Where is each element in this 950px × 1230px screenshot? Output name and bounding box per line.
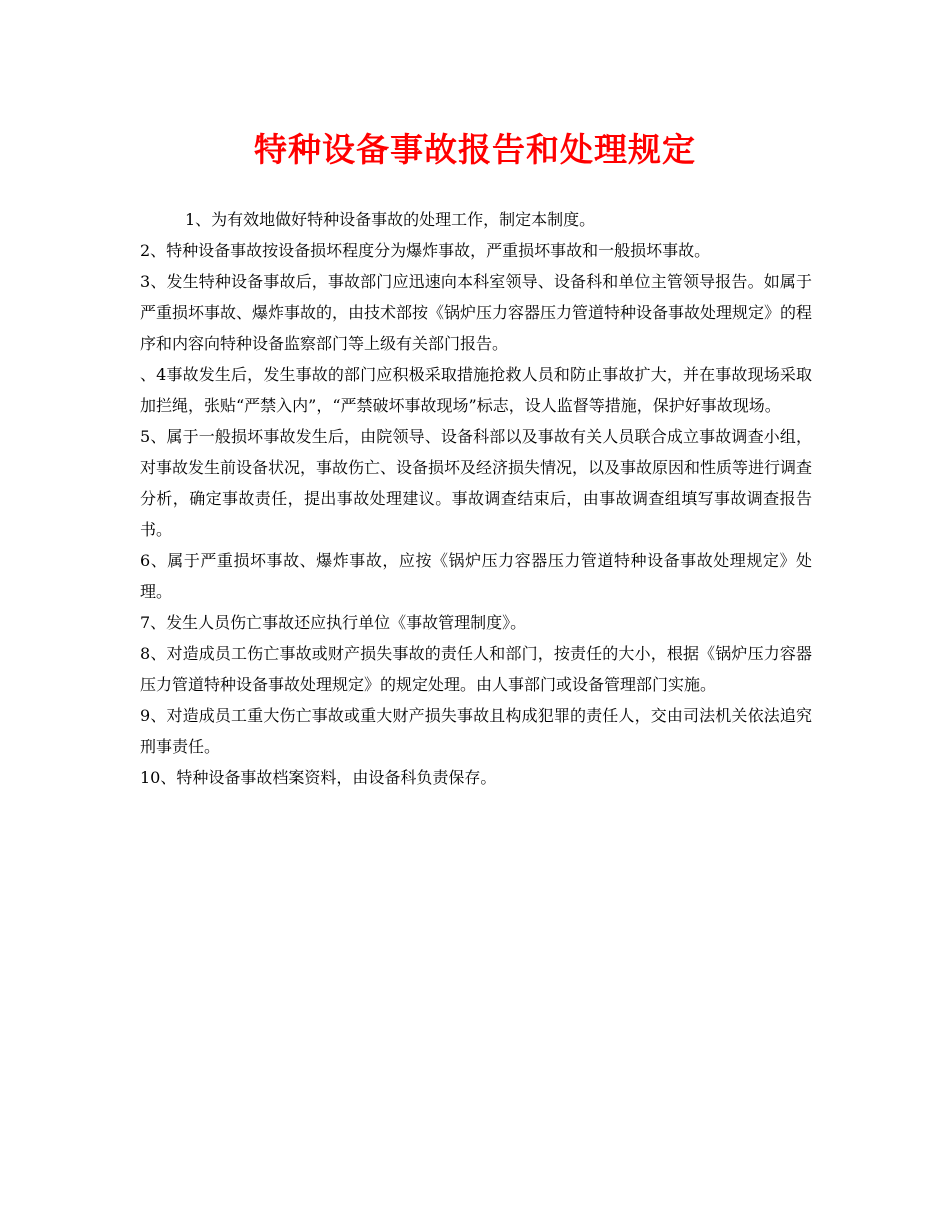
paragraph-4: 、4事故发生后，发生事故的部门应积极采取措施抢救人员和防止事故扩大，并在事故现场采取加拦绳，张贴“严禁入内”，“严禁破坏事故现场”标志，设人监督等措施，保护好事故现场。 <box>140 365 812 415</box>
document-title: 特种设备事故报告和处理规定 <box>254 130 696 169</box>
paragraph-3: 3、发生特种设备事故后，事故部门应迅速向本科室领导、设备科和单位主管领导报告。如属于严重损坏事故、爆炸事故的，由技术部按《锅炉压力容器压力管道特种设备事故处理规定》的程序和内容向特种设备监察部门等上级有关部门报告。 <box>140 272 813 353</box>
paragraph-9: 9、对造成员工重大伤亡事故或重大财产损失事故且构成犯罪的责任人，交由司法机关依法追究刑事责任。 <box>140 706 812 756</box>
paragraph-2: 2、特种设备事故按设备损坏程度分为爆炸事故，严重损坏事故和一般损坏事故。 <box>140 241 711 260</box>
paragraph-1: 1、为有效地做好特种设备事故的处理工作，制定本制度。 <box>185 210 596 229</box>
paragraph-10: 10、特种设备事故档案资料，由设备科负责保存。 <box>140 768 497 787</box>
document-body <box>140 204 812 793</box>
paragraph-8: 8、对造成员工伤亡事故或财产损失事故的责任人和部门，按责任的大小，根据《锅炉压力容器压力管道特种设备事故处理规定》的规定处理。由人事部门或设备管理部门实施。 <box>140 644 812 694</box>
paragraph-7: 7、发生人员伤亡事故还应执行单位《事故管理制度》。 <box>140 613 527 632</box>
paragraph-6: 6、属于严重损坏事故、爆炸事故，应按《锅炉压力容器压力管道特种设备事故处理规定》处理。 <box>140 551 812 601</box>
paragraph-5: 5、属于一般损坏事故发生后，由院领导、设备科部以及事故有关人员联合成立事故调查小组，对事故发生前设备状况，事故伤亡、设备损坏及经济损失情况，以及事故原因和性质等进行调查分析，确定事故责任，提出事故处理建议。事故调查结束后，由事故调查组填写事故调查报告书。 <box>140 427 813 539</box>
